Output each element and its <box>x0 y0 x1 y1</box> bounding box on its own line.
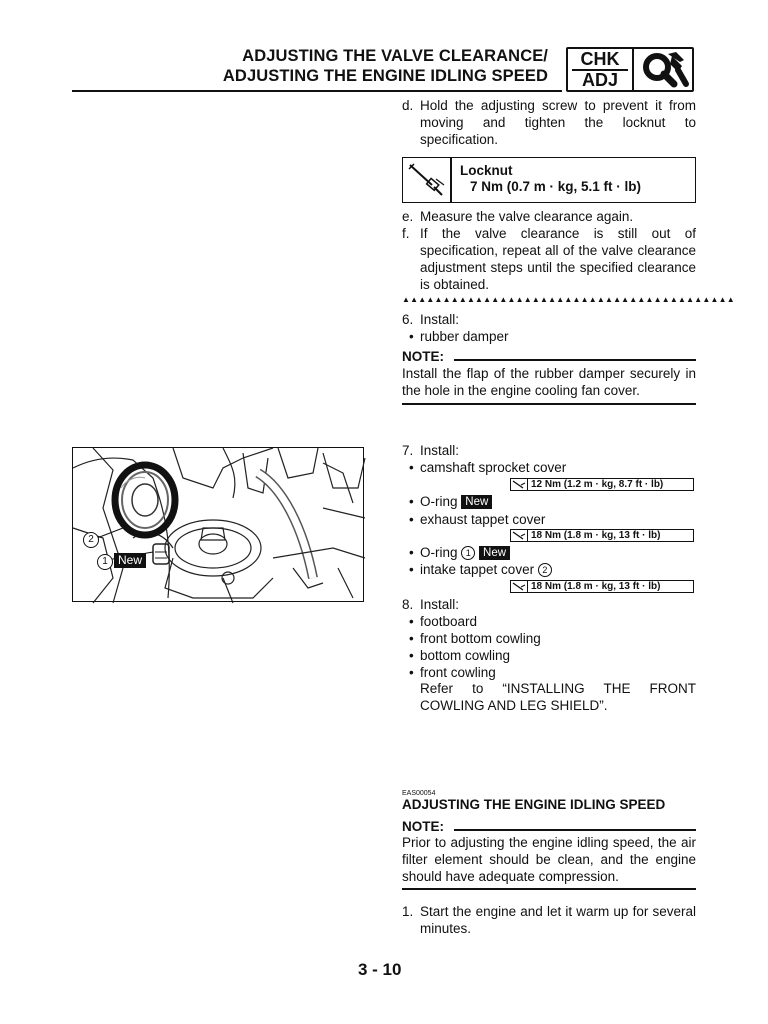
step-e-text: Measure the valve clearance again. <box>420 209 634 224</box>
figure-callout-1: 1 <box>97 554 113 570</box>
idle-step-1-text: Start the engine and let it warm up for several minutes. <box>420 904 696 936</box>
torque-wrench-icon <box>406 161 446 199</box>
bullet-icon: • <box>409 665 414 680</box>
engine-photo <box>72 447 364 602</box>
bullet-icon: • <box>409 648 414 663</box>
note-text: Prior to adjusting the engine idling speed, the air filter element should be clean, and the engine should have adequate compression. <box>402 835 696 884</box>
idle-step-1-label: 1. <box>402 904 414 919</box>
step-6-label: 6. <box>402 312 414 327</box>
bullet-icon: • <box>409 494 414 509</box>
new-badge: New <box>461 495 492 509</box>
step-7-label: 7. <box>402 443 414 458</box>
engine-illustration <box>73 448 365 603</box>
header-rule <box>72 90 562 92</box>
spec-name: Locknut <box>460 163 513 178</box>
step-7-item-exhaust-cover: exhaust tappet cover <box>420 512 546 527</box>
step-6-text: Install: <box>420 312 460 327</box>
badge-separator <box>632 49 634 90</box>
section-code: EAS00054 <box>402 790 436 797</box>
torque-spec-intake: 18 Nm (1.8 m · kg, 13 ft · lb) <box>510 580 694 593</box>
bullet-icon: • <box>409 512 414 527</box>
note-label: NOTE: <box>402 349 444 364</box>
note-rule <box>454 829 696 831</box>
step-f-label: f. <box>402 226 410 241</box>
note-text: Install the flap of the rubber damper securely in the hole in the engine cooling fan cover. <box>402 366 696 398</box>
end-of-procedure-triangles: ▲▲▲▲▲▲▲▲▲▲▲▲▲▲▲▲▲▲▲▲▲▲▲▲▲▲▲▲▲▲▲▲▲▲▲▲▲▲▲▲▲ <box>402 295 735 304</box>
bullet-icon: • <box>409 562 414 577</box>
bullet-icon: • <box>409 545 414 560</box>
bullet-icon: • <box>409 614 414 629</box>
step-7-item-oring-1: O-ring New <box>420 493 492 510</box>
step-8-item: front bottom cowling <box>420 631 541 646</box>
section-heading: ADJUSTING THE ENGINE IDLING SPEED <box>402 797 666 812</box>
step-8-item: footboard <box>420 614 478 629</box>
note-label: NOTE: <box>402 819 444 834</box>
callout-2: 2 <box>538 563 552 577</box>
page-number: 3 - 10 <box>358 960 402 979</box>
page-title-line-1: ADJUSTING THE VALVE CLEARANCE/ <box>242 47 548 65</box>
badge-adj-label: ADJ <box>581 70 618 90</box>
bullet-icon: • <box>409 631 414 646</box>
step-7-item-oring-2: O-ring 1 New <box>420 544 510 561</box>
torque-wrench-icon <box>511 581 528 592</box>
step-8-item: front cowling <box>420 665 496 680</box>
bullet-icon: • <box>409 460 414 475</box>
bullet-icon: • <box>409 329 414 344</box>
callout-1: 1 <box>461 546 475 560</box>
badge-chk-label: CHK <box>580 49 620 69</box>
figure-callout-2: 2 <box>83 532 99 548</box>
torque-spec-exhaust: 18 Nm (1.8 m · kg, 13 ft · lb) <box>510 529 694 542</box>
note-rule <box>454 359 696 361</box>
step-f-text: If the valve clearance is still out of specification, repeat all of the valve clearance adjustment steps until the specified clearance is obtained. <box>420 226 696 292</box>
step-d-label: d. <box>402 98 414 113</box>
step-8-item: bottom cowling <box>420 648 511 663</box>
new-badge: New <box>479 546 510 560</box>
torque-spec-camshaft: 12 Nm (1.2 m · kg, 8.7 ft · lb) <box>510 478 694 491</box>
wrench-magnifier-icon <box>638 50 690 88</box>
step-7-item-camshaft: camshaft sprocket cover <box>420 460 567 475</box>
figure-new-badge: New <box>114 553 146 568</box>
step-8-label: 8. <box>402 597 414 612</box>
torque-wrench-icon <box>511 479 528 490</box>
step-e-label: e. <box>402 209 414 224</box>
note-end-rule <box>402 403 696 405</box>
spec-box-divider <box>450 157 452 203</box>
step-d-text: Hold the adjusting screw to prevent it from moving and tighten the locknut to specification. <box>420 98 696 147</box>
note-end-rule <box>402 888 696 890</box>
page-title-line-2: ADJUSTING THE ENGINE IDLING SPEED <box>222 67 548 85</box>
step-7-item-intake-cover: intake tappet cover 2 <box>420 561 552 578</box>
step-6-item: rubber damper <box>420 329 509 344</box>
step-8-text: Install: <box>420 597 460 612</box>
step-7-text: Install: <box>420 443 460 458</box>
spec-value: 7 Nm (0.7 m · kg, 5.1 ft · lb) <box>470 179 642 194</box>
torque-wrench-icon <box>511 530 528 541</box>
step-8-refer-text: Refer to “INSTALLING THE FRONT COWLING AND LEG SHIELD”. <box>420 681 696 713</box>
